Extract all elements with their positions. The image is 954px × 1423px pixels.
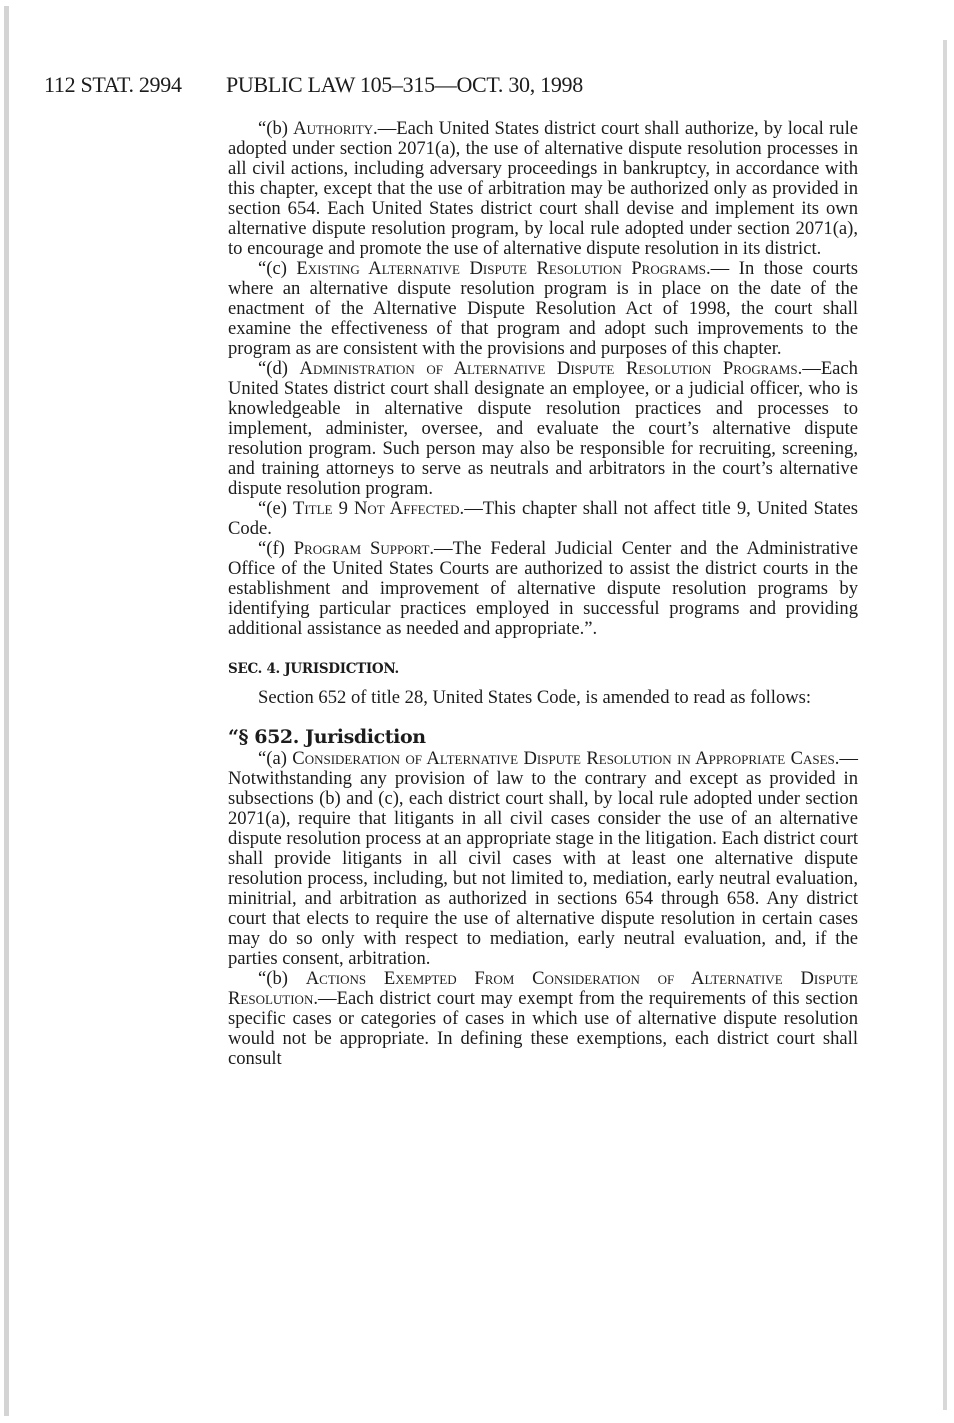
paragraph-heading: Actions Exempted From Consideration of Alternative Dispute Resolution. (228, 968, 858, 1009)
paragraph-body: —This chapter shall not affect title 9, United States Code. (228, 498, 858, 539)
paragraph-heading: Existing Alternative Dispute Resolution Programs. (296, 258, 711, 279)
paragraph-heading: Title 9 Not Affected. (292, 498, 465, 519)
paragraph-d-administration (228, 359, 858, 499)
section-title: “§ 652. Jurisdiction (228, 726, 426, 748)
paragraph-b-authority (228, 119, 858, 259)
text-column (228, 119, 858, 1069)
paragraph-lead: “(e) (258, 498, 293, 519)
paragraph-b-exempted (228, 969, 858, 1069)
paragraph-lead: “(d) (258, 358, 300, 379)
paragraph-body: —Each United States district court shall designate an employee, or a judicial officer, who is knowledgeable in alternative dispute resolution practices and processes to implement, administer, oversee, and evaluate the court’s alternative dispute resolution program. Such person may also be responsible for recruiting, screening, and training attorneys to serve as neutrals and arbitrators in the court’s alternative dispute resolution program. (228, 358, 858, 499)
scan-edge-right (943, 40, 947, 1410)
paragraph-lead: “(a) (258, 748, 293, 769)
paragraph-lead: “(f) (258, 538, 294, 559)
paragraph-heading: Administration of Alternative Dispute Resolution Programs. (299, 358, 803, 379)
paragraph-body: —Each United States district court shall authorize, by local rule adopted under section 2071(a), the use of alternative dispute resolution processes in all civil actions, including adversary proceedings in bankruptcy, in accordance with this chapter, except that the use of arbitration may be authorized only as provided in section 654. Each United States district court shall devise and implement its own alternative dispute resolution program, by local rule adopted under section 2071(a), to encourage and promote the use of alternative dispute resolution in its district. (228, 118, 858, 259)
paragraph-heading: Authority. (293, 118, 378, 139)
running-head (44, 72, 864, 102)
stat-citation: 112 STAT. 2994 (44, 72, 182, 97)
paragraph-c-existing-programs (228, 259, 858, 359)
paragraph-lead: “(b) (258, 968, 306, 989)
paragraph-lead: “(b) (258, 118, 294, 139)
law-citation: PUBLIC LAW 105–315—OCT. 30, 1998 (226, 72, 583, 97)
paragraph-a-consideration (228, 749, 858, 969)
paragraph-body: —Notwithstanding any provision of law to the contrary and except as provided in subsections (b) and (c), each district court shall, by local rule adopted under section 2071(a), require that litigants in all civil cases consider the use of an alternative dispute resolution process at an appropriate stage in the litigation. Each district court shall provide litigants in all civil cases with at least one alternative dispute resolution process, including, but not limited to, mediation, early neutral evaluation, minitrial, and arbitration as authorized in sections 654 through 658. Any district court that elects to require the use of alternative dispute resolution in certain cases may do so only with respect to mediation, early neutral evaluation, and, if the parties consent, arbitration. (228, 748, 858, 969)
section-heading: SEC. 4. JURISDICTION. (228, 661, 399, 677)
paragraph-heading: Consideration of Alternative Dispute Resolution in Appropriate Cases. (292, 748, 840, 769)
scan-edge-left (4, 6, 9, 1416)
paragraph-e-title9 (228, 499, 858, 539)
paragraph-body: —Each district court may exempt from the requirements of this section specific cases or categories of cases in which use of alternative dispute resolution would not be appropriate. In defining these exemptions, each district court shall consult (228, 988, 858, 1069)
section-intro: Section 652 of title 28, United States Code, is amended to read as follows: (258, 687, 812, 708)
paragraph-f-program-support (228, 539, 858, 639)
paragraph-body: — In those courts where an alternative dispute resolution program is in place on the date of the enactment of the Alternative Dispute Resolution Act of 1998, the court shall examine the effectiveness of that program and adopt such improvements to the program as are consistent with the provisions and purposes of this chapter. (228, 258, 858, 359)
paragraph-body: —The Federal Judicial Center and the Administrative Office of the United States Courts are authorized to assist the district courts in the establishment and improvement of alternative dispute resolution programs by identifying particular practices employed in successful programs and providing additional assistance as needed and appropriate.”. (228, 538, 858, 639)
paragraph-lead: “(c) (258, 258, 297, 279)
paragraph-heading: Program Support. (293, 538, 435, 559)
